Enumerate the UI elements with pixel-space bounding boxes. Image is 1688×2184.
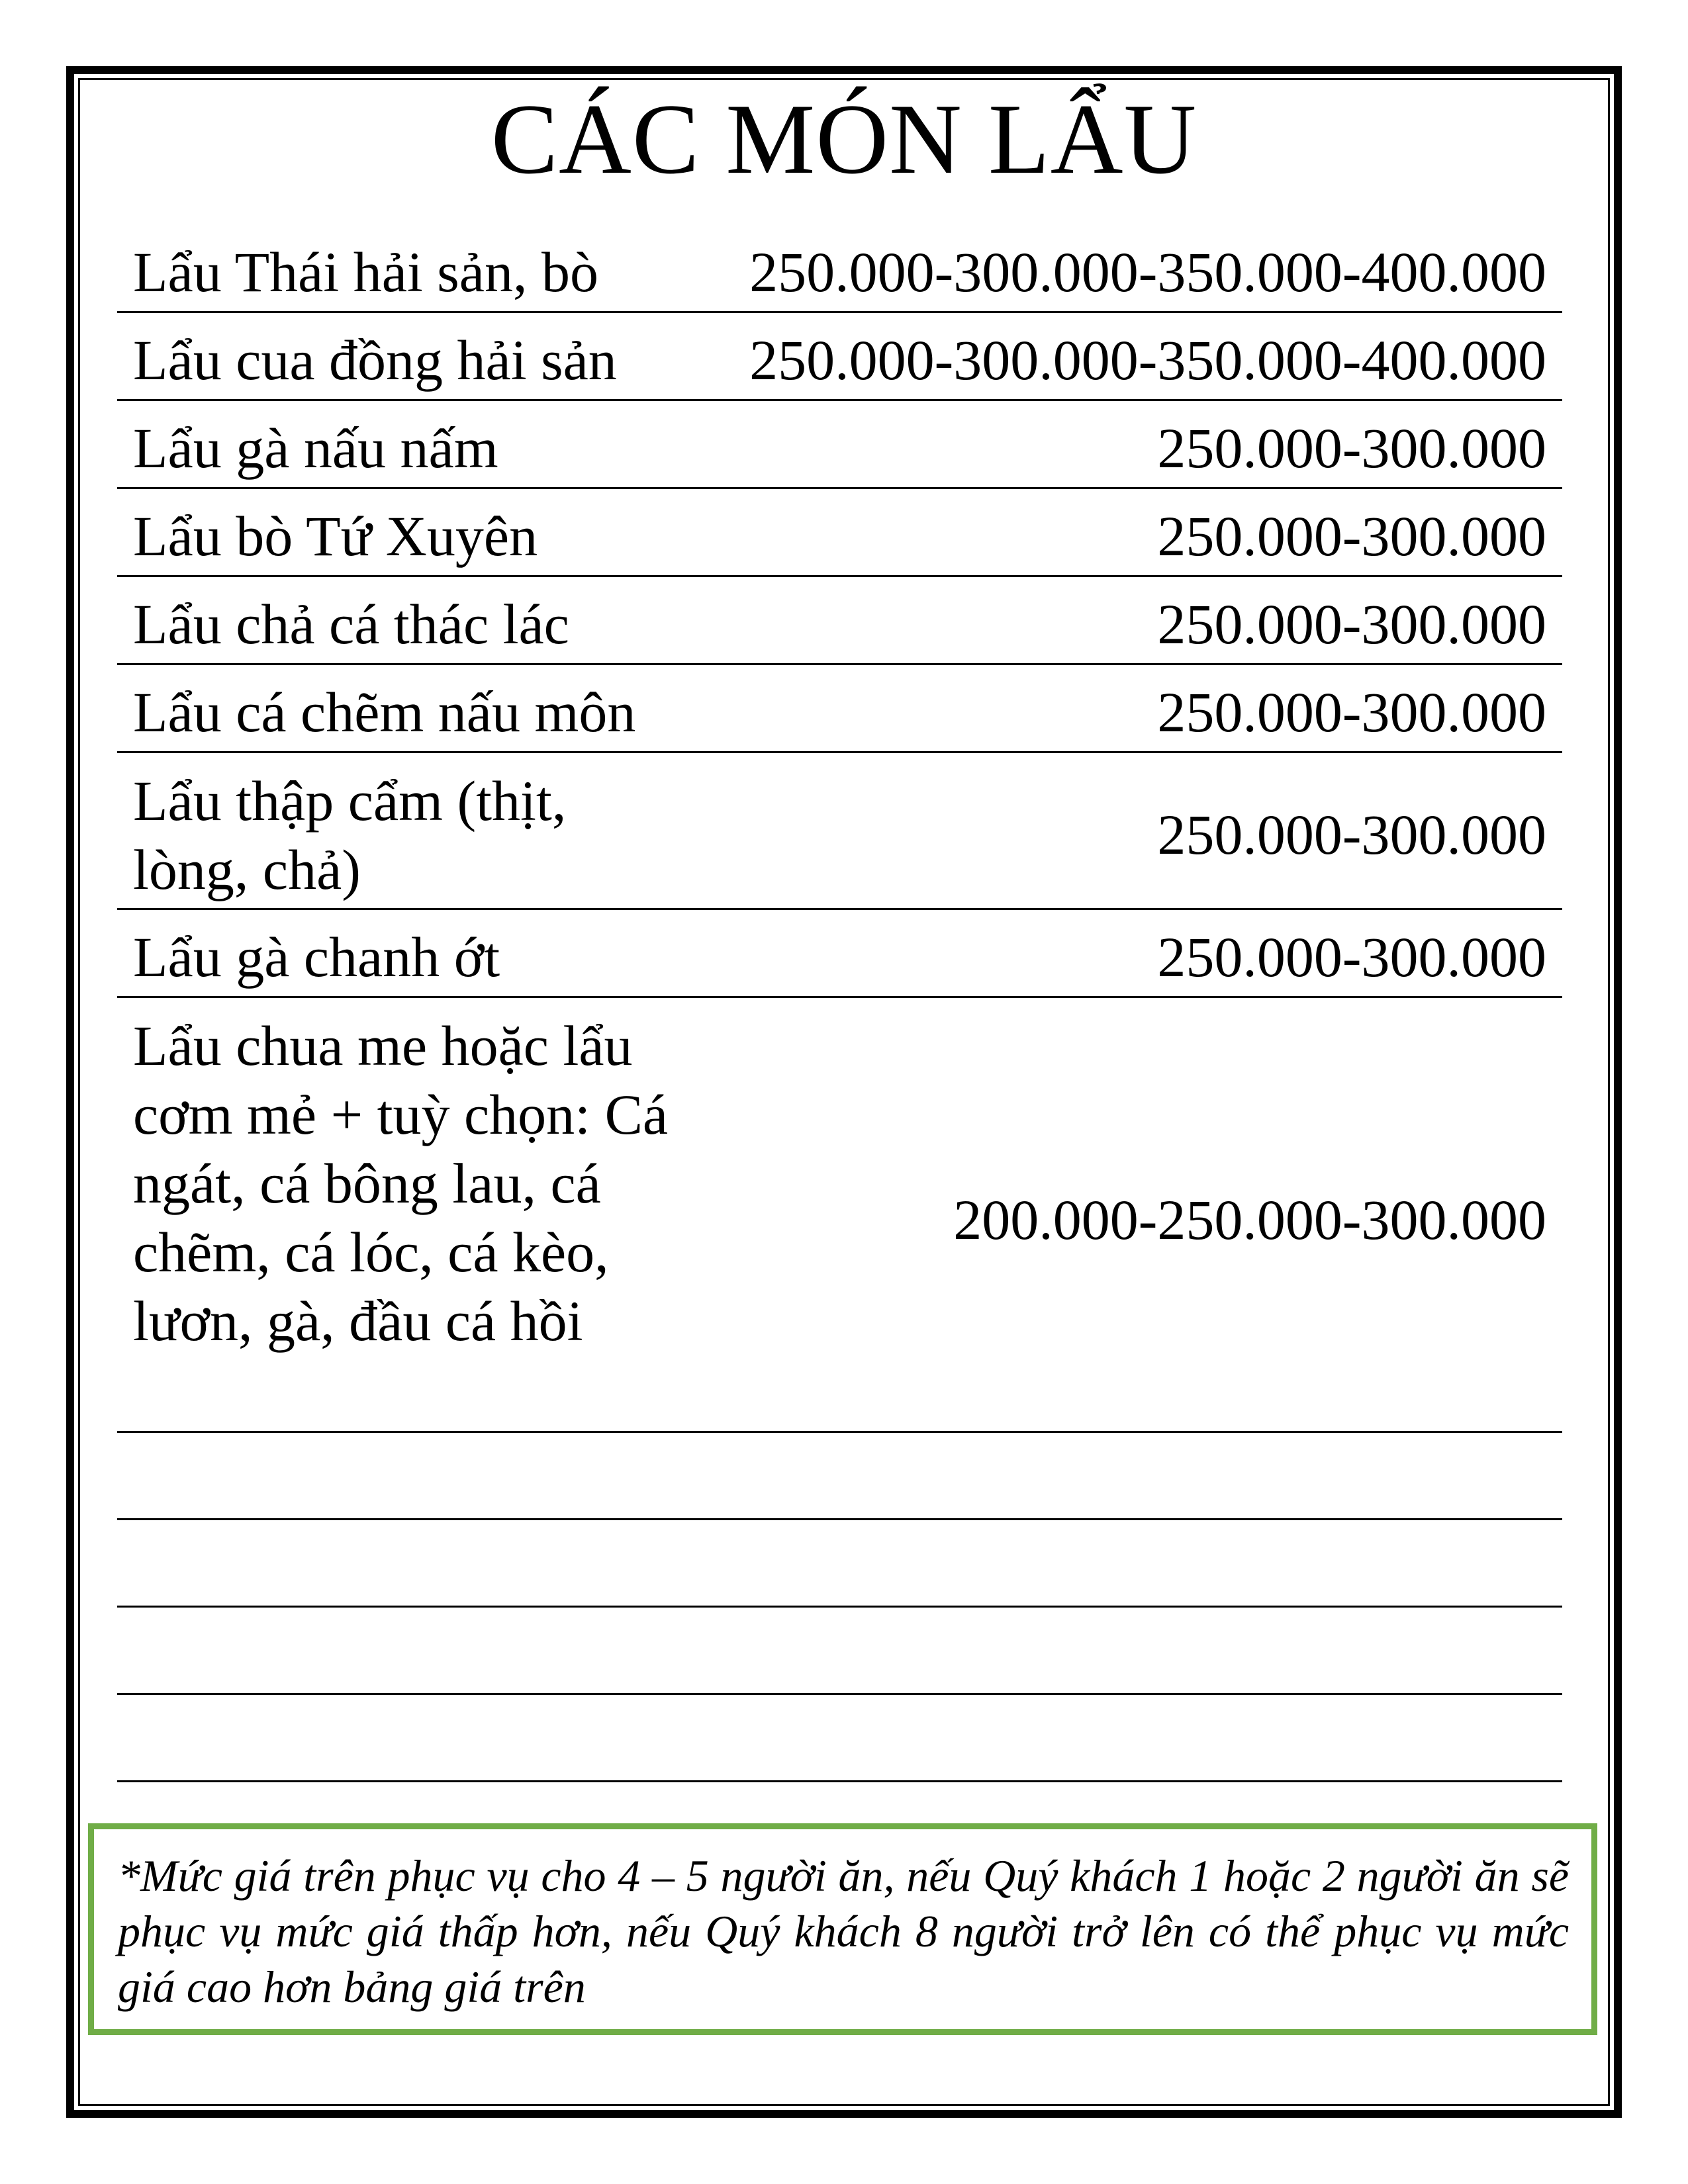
- menu-item-price: 250.000-300.000: [1157, 680, 1546, 744]
- menu-item-price: 250.000-300.000: [1157, 504, 1546, 568]
- menu-item-price: 250.000-300.000: [1157, 925, 1546, 989]
- menu-row-lau-ga-nam: [117, 401, 1562, 489]
- menu-item-name: Lẩu cua đồng hải sản: [133, 328, 617, 392]
- menu-item-name: Lẩu Thái hải sản, bò: [133, 240, 598, 304]
- empty-row: [117, 1520, 1562, 1608]
- menu-item-name: Lẩu thập cẩm (thịt, lòng, chả): [133, 769, 567, 901]
- menu-row-lau-ca-chem: [117, 665, 1562, 753]
- menu-item-name: Lẩu bò Tứ Xuyên: [133, 504, 538, 568]
- menu-row-lau-chua-me: [117, 998, 1562, 1433]
- menu-row-lau-cua-dong: [117, 313, 1562, 401]
- menu-item-name: Lẩu chả cá thác lác: [133, 592, 569, 656]
- empty-row: [117, 1695, 1562, 1782]
- menu-item-price: 250.000-300.000-350.000-400.000: [749, 328, 1546, 392]
- page-title: CÁC MÓN LẨU: [491, 83, 1197, 195]
- pricing-note: *Mức giá trên phục vụ cho 4 – 5 người ăn, nếu Quý khách 1 hoặc 2 người ăn sẽ phục vụ mức giá thấp hơn, nếu Quý khách 8 người trở lên có thể phục vụ mức giá cao hơn bảng giá trên: [88, 1823, 1597, 2035]
- menu-item-price: 200.000-250.000-300.000: [953, 1188, 1546, 1251]
- menu-row-lau-bo-tu-xuyen: [117, 489, 1562, 577]
- menu-item-name: Lẩu gà nấu nấm: [133, 416, 498, 480]
- menu-item-price: 250.000-300.000: [1157, 803, 1546, 866]
- menu-table: [117, 225, 1562, 1782]
- empty-row: [117, 1608, 1562, 1695]
- menu-item-name: Lẩu gà chanh ớt: [133, 925, 500, 989]
- menu-row-lau-cha-ca: [117, 577, 1562, 665]
- menu-item-price: 250.000-300.000: [1157, 416, 1546, 480]
- menu-row-lau-thai: [117, 225, 1562, 313]
- menu-row-lau-ga-chanh-ot: [117, 910, 1562, 998]
- menu-row-lau-thap-cam: [117, 753, 1562, 910]
- menu-item-price: 250.000-300.000: [1157, 592, 1546, 656]
- empty-row: [117, 1433, 1562, 1520]
- menu-item-price: 250.000-300.000-350.000-400.000: [749, 240, 1546, 304]
- menu-item-name: Lẩu cá chẽm nấu môn: [133, 680, 636, 744]
- menu-item-name: Lẩu chua me hoặc lẩu cơm mẻ + tuỳ chọn: Cá ngát, cá bông lau, cá chẽm, cá lóc, cá kèo, lươn, gà, đầu cá hồi: [133, 1014, 669, 1353]
